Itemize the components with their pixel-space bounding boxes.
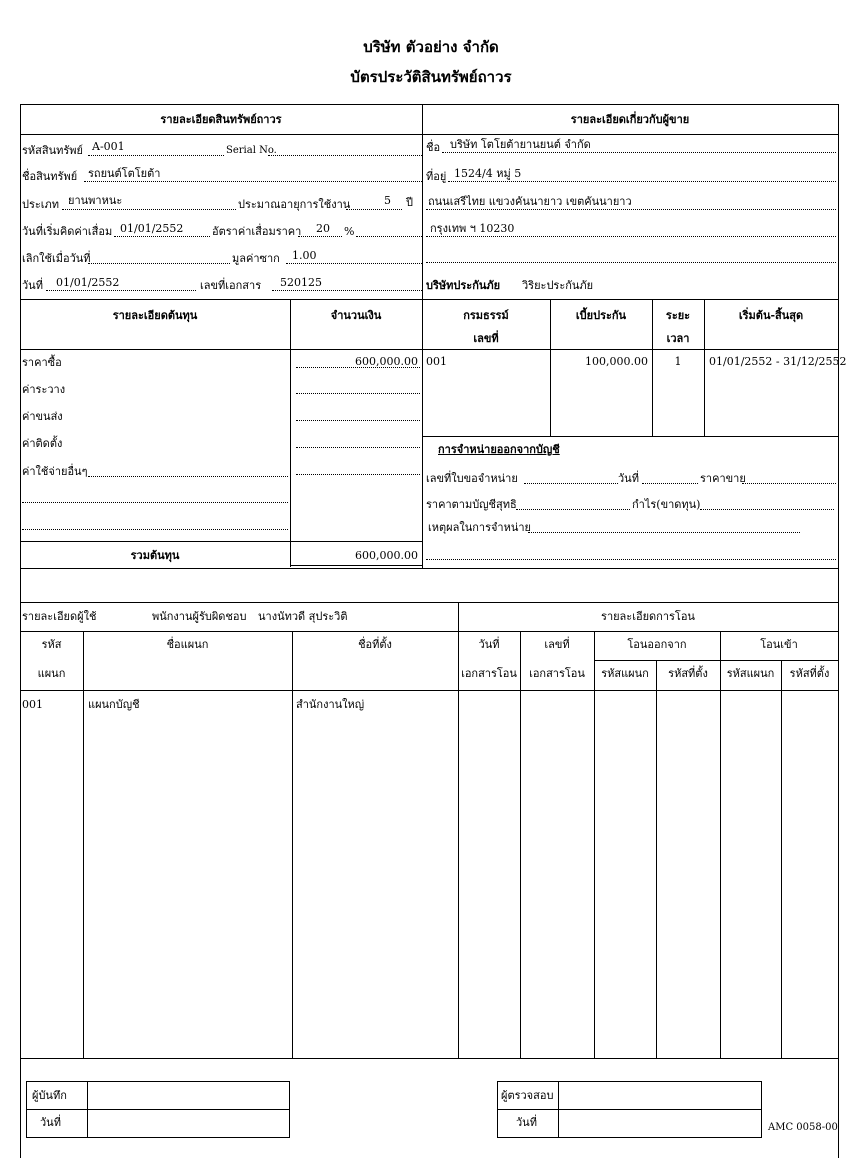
disposal-price-label: ราคาขาย — [700, 472, 746, 485]
dep-rate-value: 20 — [316, 222, 330, 235]
doc-no-label: เลขที่เอกสาร — [200, 279, 262, 292]
out-loc-subheader: รหัสที่ตั้ง — [668, 667, 708, 680]
cost-item-label: ราคาซื้อ — [22, 356, 62, 369]
salvage-label: มูลค่าซาก — [232, 252, 280, 265]
transfer-date-header-2: เอกสารโอน — [461, 667, 517, 680]
checker-date-label: วันที่ — [516, 1116, 537, 1129]
transfer-date-header-1: วันที่ — [478, 638, 500, 651]
policy-header-1: กรมธรรม์ — [463, 309, 509, 322]
dept-code-header-2: แผนก — [37, 667, 66, 680]
asset-type-label: ประเภท — [22, 198, 60, 211]
useful-life-value: 5 — [384, 194, 391, 207]
useful-life-unit: ปี — [406, 196, 413, 209]
company-name: บริษัท ตัวอย่าง จำกัด — [363, 38, 499, 56]
frame-bottom — [20, 1058, 838, 1059]
period-header-1: ระยะ — [665, 309, 691, 322]
out-dept-subheader: รหัสแผนก — [601, 667, 649, 680]
cost-item-amount: 600,000.00 — [355, 355, 418, 368]
period-value: 1 — [674, 355, 682, 368]
location-value: สำนักงานใหญ่ — [296, 698, 365, 711]
dep-rate-label: อัตราค่าเสื่อมราคา — [212, 225, 302, 238]
in-loc-subheader: รหัสที่ตั้ง — [789, 667, 830, 680]
vendor-address-line3: กรุงเทพ ฯ 10230 — [430, 222, 515, 235]
serial-label: Serial No. — [226, 145, 277, 156]
asset-type-value: ยานพาหนะ — [68, 194, 123, 207]
vendor-address-line1: 1524/4 หมู่ 5 — [454, 167, 522, 180]
cost-item-label: ค่าขนส่ง — [22, 410, 63, 423]
dep-rate-unit: % — [344, 225, 355, 238]
disposal-date-label: วันที่ — [618, 472, 639, 485]
insurer-value: วิริยะประกันภัย — [522, 279, 594, 292]
recorder-date-label: วันที่ — [40, 1116, 61, 1129]
transfer-in-header: โอนเข้า — [760, 638, 798, 651]
purchase-date-label: วันที่ — [22, 279, 43, 292]
form-code: AMC 0058-00 — [768, 1122, 838, 1133]
vendor-name-label: ชื่อ — [426, 141, 441, 154]
cost-item-label: ค่าระวาง — [22, 383, 66, 396]
in-dept-subheader: รหัสแผนก — [726, 667, 775, 680]
vendor-address-line2: ถนนเสรีไทย แขวงคันนายาว เขตคันนายาว — [428, 195, 632, 208]
doc-no-value: 520125 — [280, 276, 322, 289]
purchase-date-value: 01/01/2552 — [56, 276, 120, 289]
vendor-section-heading: รายละเอียดเกี่ยวกับผู้ขาย — [570, 113, 690, 126]
disposal-doc-label: เลขที่ใบขอจำหน่าย — [426, 472, 518, 485]
coverage-value: 01/01/2552 - 31/12/2552 — [709, 355, 847, 368]
cost-item-label: ค่าติดตั้ง — [22, 437, 63, 450]
policy-no: 001 — [426, 355, 447, 368]
location-header: ชื่อที่ตั้ง — [358, 638, 392, 651]
coverage-header: เริ่มต้น-สิ้นสุด — [738, 309, 804, 322]
asset-name-label: ชื่อสินทรัพย์ — [22, 170, 78, 183]
frame-top — [20, 104, 838, 105]
cost-col-split — [290, 299, 291, 567]
cost-detail-header: รายละเอียดต้นทุน — [112, 309, 198, 322]
vendor-address-label: ที่อยู่ — [426, 170, 447, 183]
frame-right — [838, 104, 839, 1158]
asset-code-label: รหัสสินทรัพย์ — [22, 144, 83, 157]
period-header-2: เวลา — [666, 332, 690, 345]
insurer-label: บริษัทประกันภัย — [426, 279, 501, 292]
vendor-name-value: บริษัท โตโยต้ายานยนต์ จำกัด — [450, 138, 591, 151]
checker-label: ผู้ตรวจสอบ — [501, 1089, 554, 1102]
gain-loss-label: กำไร(ขาดทุน) — [632, 498, 701, 511]
transfer-doc-header-2: เอกสารโอน — [529, 667, 585, 680]
dept-code-value: 001 — [22, 698, 43, 711]
stop-use-label: เลิกใช้เมื่อวันที่ — [22, 252, 91, 265]
premium-header: เบี้ยประกัน — [575, 309, 627, 322]
premium-value: 100,000.00 — [585, 355, 648, 368]
asset-name-value: รถยนต์โตโยต้า — [88, 167, 161, 180]
cost-total-label: รวมต้นทุน — [130, 549, 180, 562]
policy-header-2: เลขที่ — [473, 332, 499, 345]
dep-start-value: 01/01/2552 — [120, 222, 184, 235]
user-section-heading: รายละเอียดผู้ใช้ — [22, 610, 97, 623]
cost-amount-header: จำนวนเงิน — [330, 309, 382, 322]
transfer-out-header: โอนออกจาก — [627, 638, 687, 651]
salvage-value: 1.00 — [292, 249, 317, 262]
responsible-value: นางนัทวดี สุประวิติ — [258, 610, 348, 623]
asset-code-value: A-001 — [92, 140, 125, 153]
dept-name-header: ชื่อแผนก — [166, 638, 209, 651]
transfer-section-heading: รายละเอียดการโอน — [601, 610, 695, 623]
asset-section-heading: รายละเอียดสินทรัพย์ถาวร — [160, 113, 282, 126]
cost-total-value: 600,000.00 — [355, 549, 418, 562]
transfer-doc-header-1: เลขที่ — [544, 638, 570, 651]
disposal-reason-label: เหตุผลในการจำหน่าย — [428, 521, 531, 534]
recorder-label: ผู้บันทึก — [32, 1089, 67, 1102]
responsible-label: พนักงานผู้รับผิดชอบ — [152, 610, 247, 623]
dep-start-label: วันที่เริ่มคิดค่าเสื่อม — [22, 225, 113, 238]
useful-life-label: ประมาณอายุการใช้งาน — [238, 198, 351, 211]
dept-name-value: แผนกบัญชี — [88, 698, 140, 711]
book-value-label: ราคาตามบัญชีสุทธิ — [426, 498, 517, 511]
cost-item-label: ค่าใช้จ่ายอื่นๆ — [22, 465, 88, 478]
form-title: บัตรประวัติสินทรัพย์ถาวร — [350, 68, 512, 86]
dept-code-header-1: รหัส — [41, 638, 62, 651]
disposal-heading: การจำหน่ายออกจากบัญชี — [438, 443, 560, 456]
